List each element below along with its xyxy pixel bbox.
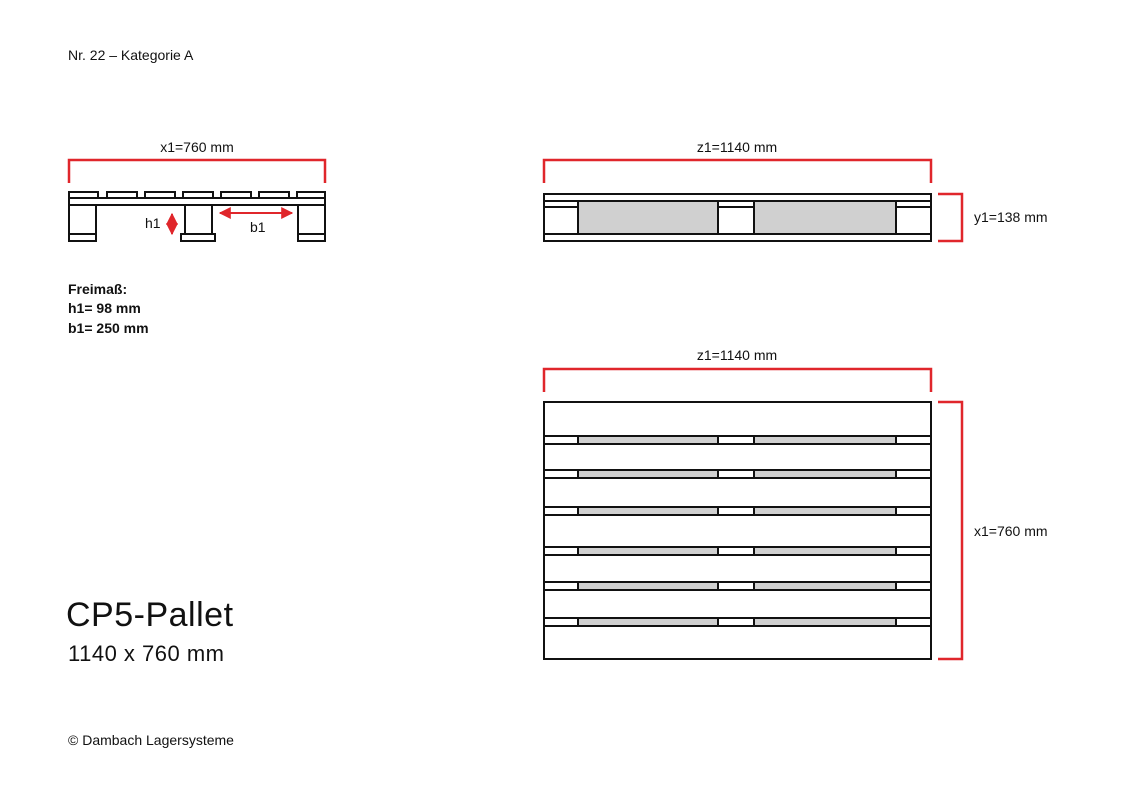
- side-view: [69, 192, 325, 241]
- product-title: CP5-Pallet: [66, 596, 234, 634]
- top-view-width-label: z1=1140 mm: [696, 347, 778, 363]
- copyright-text: © Dambach Lagersysteme: [68, 732, 234, 748]
- top-view-gap-6: [544, 618, 931, 626]
- product-dimensions: 1140 x 760 mm: [68, 641, 225, 666]
- clearance-heading: Freimaß:: [68, 281, 128, 297]
- side-view-width-label: x1=760 mm: [160, 139, 234, 155]
- top-view-gap-3: [544, 507, 931, 515]
- front-view: [544, 194, 931, 241]
- top-view-gap-1: [544, 436, 931, 444]
- h1-label: h1: [145, 215, 161, 231]
- front-view-height-label: y1=138 mm: [974, 209, 1048, 225]
- clearance-h1: h1= 98 mm: [68, 300, 141, 316]
- top-view: [544, 402, 931, 659]
- top-view-gap-5: [544, 582, 931, 590]
- header-text: Nr. 22 – Kategorie A: [68, 47, 194, 63]
- top-view-gap-2: [544, 470, 931, 478]
- top-view-depth-label: x1=760 mm: [974, 523, 1048, 539]
- b1-label: b1: [250, 219, 266, 235]
- front-view-width-label: z1=1140 mm: [696, 139, 778, 155]
- top-view-gap-4: [544, 547, 931, 555]
- clearance-b1: b1= 250 mm: [68, 320, 149, 336]
